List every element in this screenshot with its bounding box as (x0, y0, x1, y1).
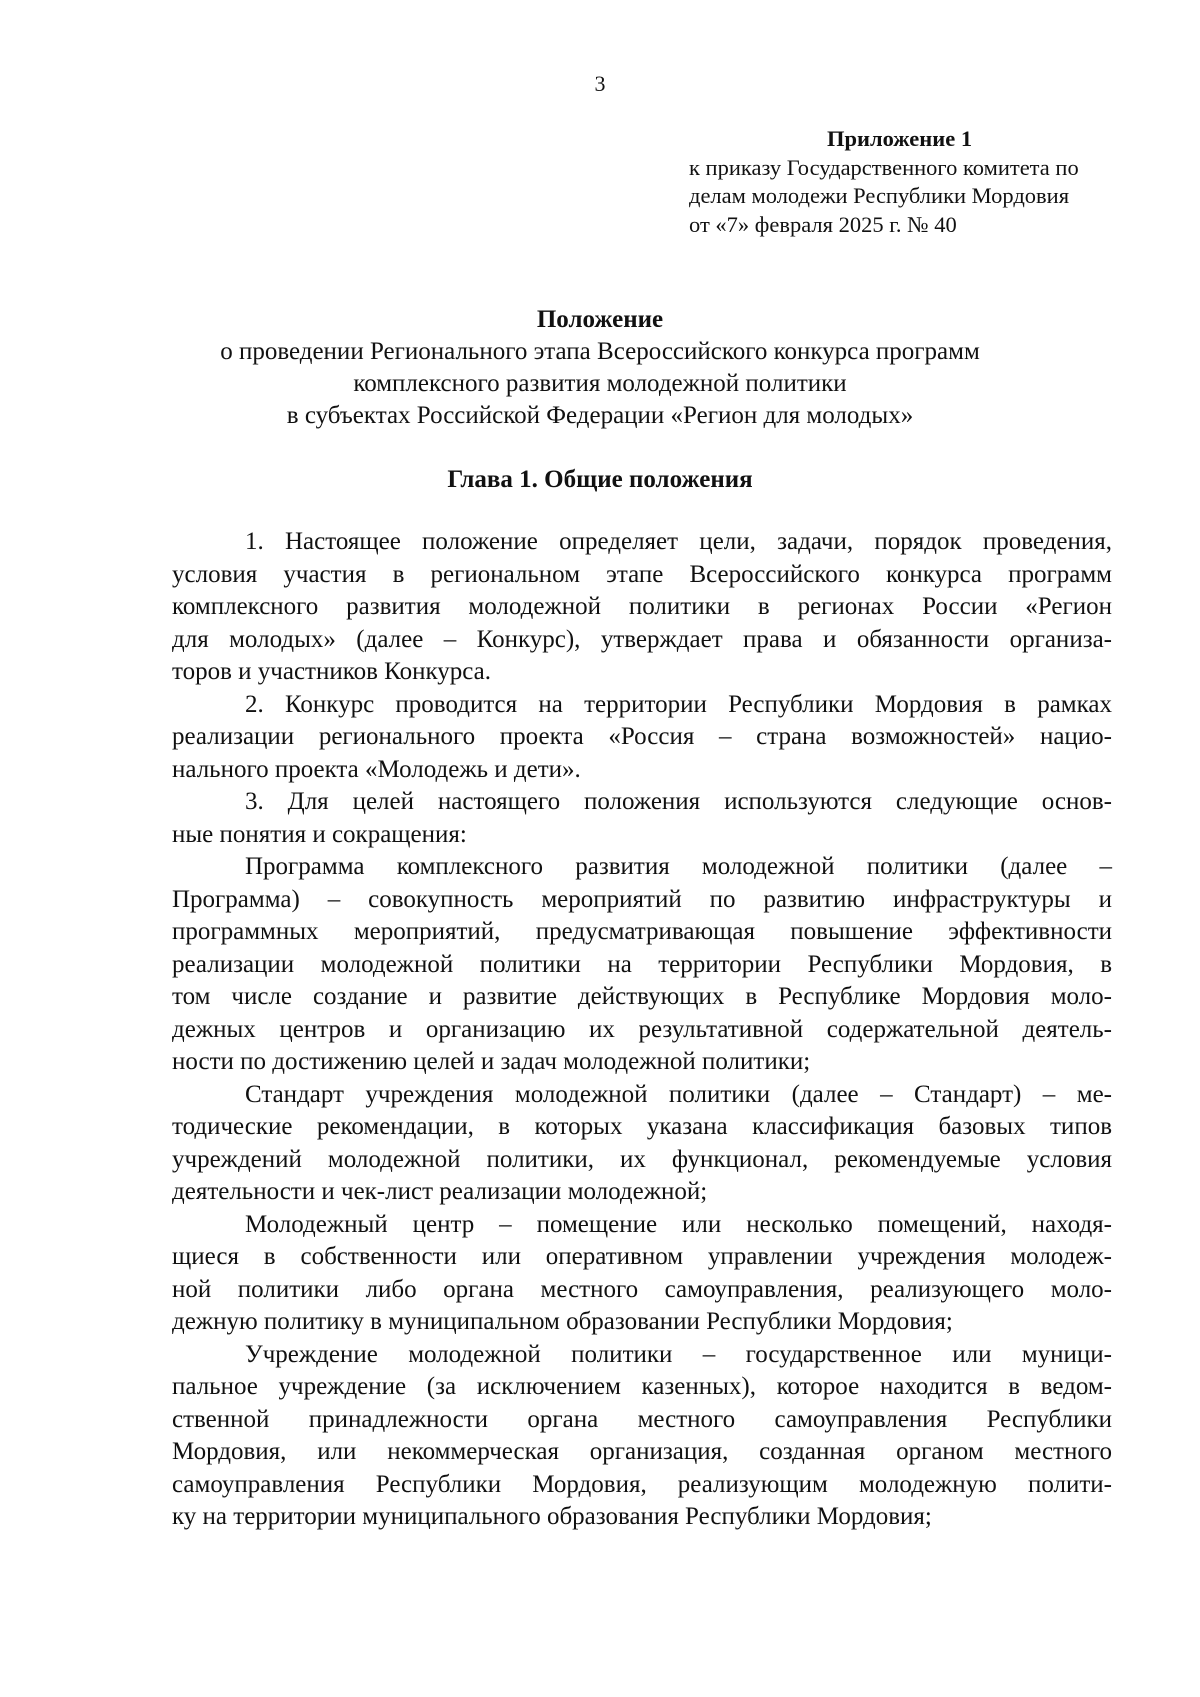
paragraph-line: ные понятия и сокращения: (172, 820, 467, 848)
title-line: комплексного развития молодежной политики (353, 370, 847, 397)
paragraph-line: Стандарт учреждения молодежной политики (далее – Стандарт) – ме- (245, 1080, 1112, 1108)
paragraph-line: дежных центров и организацию их результативной содержательной деятель- (172, 1015, 1112, 1043)
paragraph-line: деятельности и чек-лист реализации молодежной; (172, 1178, 708, 1205)
paragraph-line: Учреждение молодежной политики – государственное или муници- (245, 1340, 1112, 1368)
paragraph-line: ственной принадлежности органа местного самоуправления Республики (172, 1405, 1112, 1433)
title-line: в субъектах Российской Федерации «Регион для молодых» (286, 402, 914, 429)
appendix-line: к приказу Государственного комитета по (689, 154, 1079, 180)
page-number: 3 (594, 71, 606, 96)
paragraph-line: щиеся в собственности или оперативном управлении учреждения молодеж- (172, 1243, 1112, 1270)
paragraph-line: условия участия в региональном этапе Всероссийского конкурса программ (172, 560, 1112, 588)
paragraph (172, 786, 1112, 851)
paragraph (172, 851, 1112, 1079)
paragraph-line: комплексного развития молодежной политики в регионах России «Регион (172, 593, 1112, 620)
paragraph-line: самоуправления Республики Мордовия, реализующим молодежную полити- (172, 1470, 1112, 1498)
paragraph-line: ку на территории муниципального образования Республики Мордовия; (172, 1503, 932, 1530)
appendix-line: от «7» февраля 2025 г. № 40 (689, 211, 957, 237)
paragraph-line: Программа) – совокупность мероприятий по развитию инфраструктуры и (172, 885, 1112, 913)
paragraph (172, 689, 1112, 787)
paragraph-line: реализации молодежной политики на территории Республики Мордовия, в (172, 950, 1112, 978)
paragraph-line: том числе создание и развитие действующих в Республике Мордовия моло- (172, 983, 1112, 1010)
paragraph-line: нального проекта «Молодежь и дети». (172, 755, 581, 783)
document-title (0, 304, 1200, 432)
title-line: о проведении Регионального этапа Всероссийского конкурса программ (220, 338, 980, 365)
appendix-header (689, 125, 1129, 239)
title-main: Положение (536, 306, 664, 333)
paragraph (172, 1339, 1112, 1534)
paragraph-line: дежную политику в муниципальном образовании Республики Мордовия; (172, 1308, 953, 1335)
chapter-heading: Глава 1. Общие положения (447, 466, 753, 493)
paragraph-line: Мордовия, или некоммерческая организация, созданная органом местного (172, 1438, 1112, 1465)
appendix-title: Приложение 1 (827, 126, 973, 151)
appendix-line: делам молодежи Республики Мордовия (689, 183, 1070, 208)
paragraph-line: 3. Для целей настоящего положения используются следующие основ- (245, 788, 1112, 815)
paragraph-line: 1. Настоящее положение определяет цели, задачи, порядок проведения, (245, 528, 1112, 555)
paragraph-line: тодические рекомендации, в которых указана классификация базовых типов (172, 1113, 1112, 1140)
paragraph-line: Молодежный центр – помещение или несколько помещений, находя- (245, 1210, 1112, 1238)
paragraph (172, 1209, 1112, 1339)
paragraph-line: ности по достижению целей и задач молодежной политики; (172, 1048, 811, 1075)
paragraph-line: для молодых» (далее – Конкурс), утверждает права и обязанности организа- (172, 625, 1112, 653)
body-text (172, 526, 1112, 1534)
paragraph-line: программных мероприятий, предусматривающая повышение эффективности (172, 918, 1112, 945)
paragraph (172, 526, 1112, 689)
paragraph-line: реализации регионального проекта «Россия – страна возможностей» нацио- (172, 723, 1112, 750)
paragraph-line: 2. Конкурс проводится на территории Республики Мордовия в рамках (245, 690, 1112, 718)
paragraph-line: Программа комплексного развития молодежной политики (далее – (245, 853, 1112, 880)
paragraph (172, 1079, 1112, 1209)
paragraph-line: торов и участников Конкурса. (172, 658, 492, 685)
paragraph-line: учреждений молодежной политики, их функционал, рекомендуемые условия (172, 1145, 1112, 1173)
paragraph-line: ной политики либо органа местного самоуправления, реализующего моло- (172, 1275, 1112, 1303)
paragraph-line: пальное учреждение (за исключением казенных), которое находится в ведом- (172, 1373, 1112, 1400)
